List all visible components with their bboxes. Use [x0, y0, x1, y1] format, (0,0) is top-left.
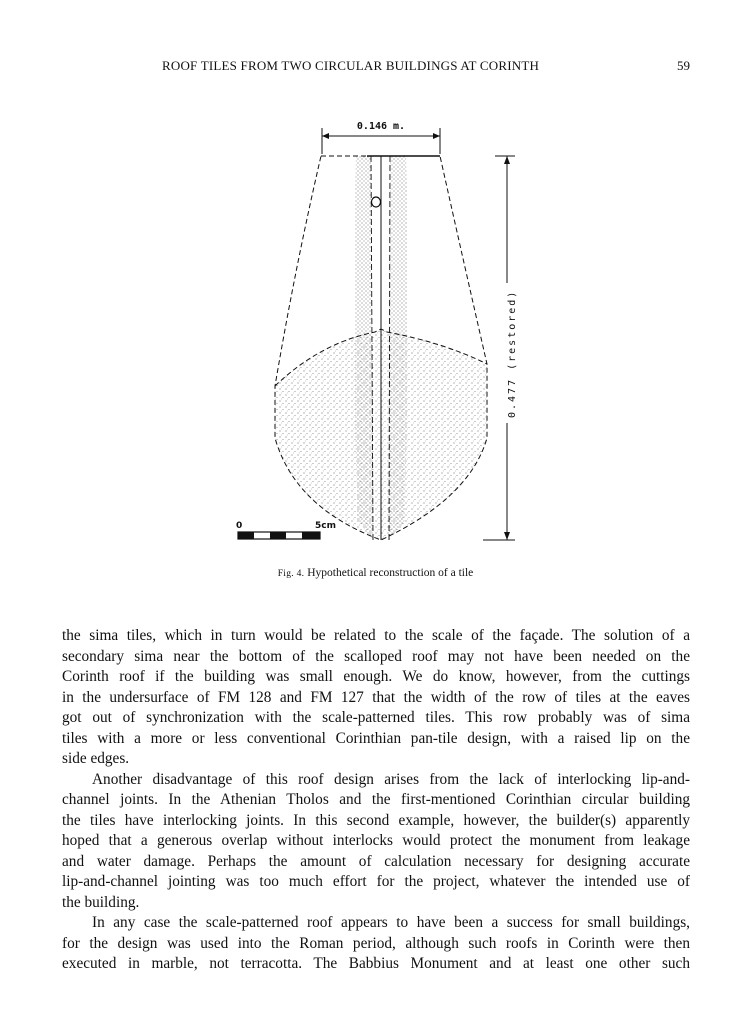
tile-stipple-band-left: [355, 156, 373, 540]
text-line: executed in marble, not terracotta. The Babbius Monument and at least one other such: [62, 955, 690, 972]
text-line: hoped that a generous overlap without interlocks would protect the monument from leakage: [62, 832, 690, 849]
text-line: got out of synchronization with the scale-patterned tiles. This row probably was of sima: [62, 709, 690, 726]
scale-bar: [236, 521, 336, 539]
text-line: and water damage. Perhaps the amount of calculation necessary for designing accurate: [62, 852, 690, 870]
text-line: the tiles have interlocking joints. In this second example, however, the builder(s) apparently: [62, 811, 690, 829]
caption-text: Hypothetical reconstruction of a tile: [307, 567, 474, 579]
text-line: in the undersurface of FM 128 and FM 127 that the width of the row of tiles at the eaves: [62, 688, 690, 706]
paragraph-3: [62, 913, 690, 975]
text-line: the building.: [62, 893, 140, 911]
width-dimension: [322, 118, 440, 154]
running-head: ROOF TILES FROM TWO CIRCULAR BUILDINGS AT CORINTH: [162, 58, 540, 73]
nail-hole: [372, 197, 381, 207]
figure-4: [225, 118, 535, 558]
figure-caption: [0, 567, 751, 579]
paragraph-2: [62, 770, 690, 914]
text-line: for the design was used into the Roman period, although such roofs in Corinth were then: [62, 934, 690, 952]
text-line: secondary sima near the bottom of the scalloped roof may not have been needed on the: [62, 647, 690, 665]
width-label: 0.146 m.: [356, 121, 406, 132]
text-line: side edges.: [62, 750, 130, 767]
text-line: tiles with a more or less conventional Corinthian pan-tile design, with a raised lip on the: [62, 729, 690, 747]
tile-drawing: [225, 118, 535, 558]
page-header: [62, 58, 690, 80]
text-line: Corinth roof if the building was small enough. We do know, however, from the cuttings: [62, 668, 690, 685]
text-line: the sima tiles, which in turn would be related to the scale of the façade. The solution of a: [62, 627, 690, 644]
paragraph-1: [62, 626, 690, 770]
text-line: channel joints. In the Athenian Tholos and the first-mentioned Corinthian circular building: [62, 791, 690, 808]
text-line: Another disadvantage of this roof design arises from the lack of interlocking lip-and-: [92, 770, 690, 788]
page-number: 59: [677, 58, 690, 73]
caption-label: Fig. 4.: [277, 569, 305, 579]
body-text: [62, 626, 690, 975]
scale-zero-label: 0: [236, 521, 243, 531]
scale-end-label: 5cm: [315, 521, 336, 531]
text-line: In any case the scale-patterned roof appears to have been a success for small buildings,: [92, 914, 690, 931]
text-line: lip-and-channel jointing was too much effort for the project, whatever the intended use of: [62, 873, 690, 890]
tile-stipple-band-right: [389, 156, 407, 540]
height-label: 0.477 (restored): [507, 289, 518, 418]
height-dimension: [483, 156, 518, 540]
